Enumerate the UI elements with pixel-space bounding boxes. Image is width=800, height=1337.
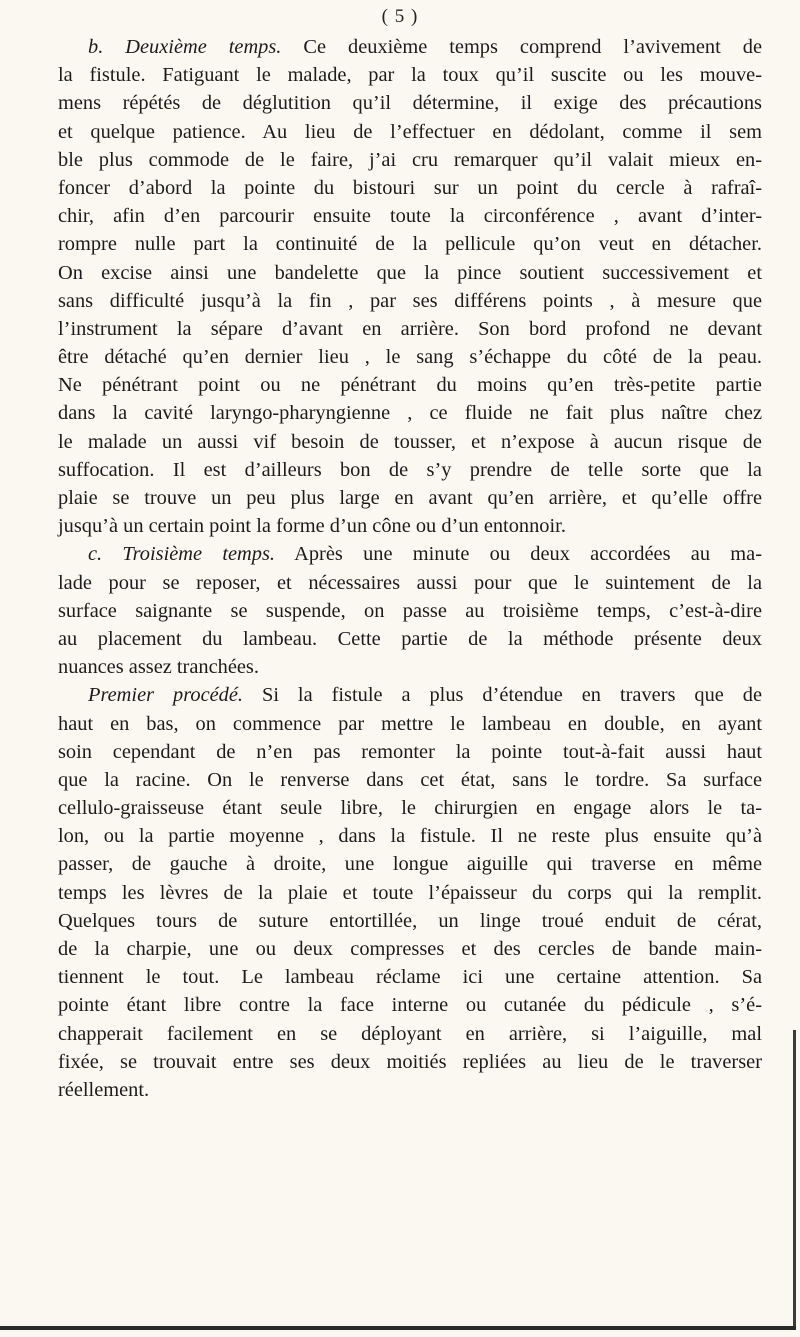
text-line (58, 259, 762, 287)
line-text: cellulo-graisseuse étant seule libre, le chirurgien en engage alors le ta- (58, 797, 762, 820)
line-text: plaie se trouve un peu plus large en avant qu’en arrière, et qu’elle offre (58, 487, 762, 509)
text-line (58, 1020, 762, 1048)
text-line (58, 710, 762, 738)
text-line (58, 371, 762, 399)
text-line (58, 315, 762, 343)
page-bottom-edge (0, 1326, 796, 1330)
line-text: chapperait facilement en se déployant en arrière, si l’aiguille, mal (58, 1022, 762, 1045)
paragraph (58, 33, 762, 540)
line-text: passer, de gauche à droite, une longue aiguille qui traverse en même (58, 853, 762, 876)
line-text: sans difficulté jusqu’à la fin , par ses différens points , à mesure que (58, 289, 762, 312)
line-text: Ne pénétrant point ou ne pénétrant du moins qu’en très-petite partie (58, 374, 762, 397)
text-line (58, 879, 762, 907)
line-text: On excise ainsi une bandelette que la pince soutient successivement et (58, 261, 762, 284)
line-text: Si la fistule a plus d’étendue en travers que de (243, 684, 762, 707)
page-edge-shadow (793, 1030, 796, 1330)
text-line (58, 174, 762, 202)
line-text: au placement du lambeau. Cette partie de la méthode présente deux (58, 627, 762, 650)
line-text: chir, afin d’en parcourir ensuite toute la circonférence , avant d’inter- (58, 205, 762, 228)
text-line (58, 1048, 762, 1076)
line-text: la fistule. Fatiguant le malade, par la toux qu’il suscite ou les mouve- (58, 64, 762, 87)
section-heading: b. Deuxième temps. (88, 36, 282, 58)
text-line (58, 597, 762, 625)
line-text: l’instrument la sépare d’avant en arrière. Son bord profond ne devant (58, 317, 762, 340)
paragraph (58, 540, 762, 681)
text-line (58, 456, 762, 484)
line-text: fixée, se trouvait entre ses deux moitiés repliées au lieu de le traverser (58, 1050, 762, 1073)
body-text (58, 33, 762, 1104)
paragraph-first-line (58, 681, 762, 709)
text-line (58, 653, 762, 681)
line-text: jusqu’à un certain point la forme d’un cône ou d’un entonnoir. (58, 515, 566, 538)
text-line (58, 428, 762, 456)
line-text: ble plus commode de le faire, j’ai cru remarquer qu’il valait mieux en- (58, 148, 762, 171)
line-text: nuances assez tranchées. (58, 656, 259, 679)
line-text: haut en bas, on commence par mettre le lambeau en double, en ayant (58, 712, 762, 735)
page-number: ( 5 ) (381, 6, 419, 27)
text-line (58, 991, 762, 1019)
text-line (58, 766, 762, 794)
line-text: Quelques tours de suture entortillée, un linge troué enduit de cérat, (58, 909, 762, 932)
text-line (58, 202, 762, 230)
text-line (58, 89, 762, 117)
text-line (58, 850, 762, 878)
paragraph-first-line (58, 33, 762, 61)
text-line (58, 738, 762, 766)
line-text: rompre nulle part la continuité de la pellicule qu’on veut en détacher. (58, 233, 762, 256)
line-text: et quelque patience. Au lieu de l’effectuer en dédolant, comme il sem (58, 120, 762, 143)
text-line (58, 146, 762, 174)
text-line (58, 907, 762, 935)
line-text: lon, ou la partie moyenne , dans la fistule. Il ne reste plus ensuite qu’à (58, 825, 762, 848)
text-line (58, 343, 762, 371)
line-text: temps les lèvres de la plaie et toute l’épaisseur du corps qui la remplit. (58, 881, 762, 904)
line-text: pointe étant libre contre la face interne ou cutanée du pédicule , s’é- (58, 994, 762, 1017)
section-heading: Premier procédé. (88, 684, 244, 707)
text-line (58, 963, 762, 991)
text-line (58, 822, 762, 850)
text-line (58, 512, 762, 540)
line-text: lade pour se reposer, et nécessaires aussi pour que le suintement de la (58, 571, 762, 594)
line-text: suffocation. Il est d’ailleurs bon de s’y prendre de telle sorte que la (58, 458, 762, 481)
paragraph-first-line (58, 540, 762, 568)
line-text: tiennent le tout. Le lambeau réclame ici une certaine attention. Sa (58, 966, 762, 989)
text-line (58, 1076, 762, 1104)
section-heading: c. Troisième temps. (88, 543, 275, 566)
line-text: mens répétés de déglutition qu’il détermine, il exige des précautions (58, 92, 762, 115)
line-text: Après une minute ou deux accordées au ma- (275, 543, 762, 566)
text-line (58, 230, 762, 258)
line-text: réellement. (58, 1078, 150, 1101)
line-text: soin cependant de n’en pas remonter la pointe tout-à-fait aussi haut (58, 740, 762, 763)
text-line (58, 61, 762, 89)
text-line (58, 794, 762, 822)
line-text: foncer d’abord la pointe du bistouri sur un point du cercle à rafraî- (58, 176, 762, 199)
text-line (58, 399, 762, 427)
text-line (58, 935, 762, 963)
paragraph (58, 681, 762, 1104)
line-text: être détaché qu’en dernier lieu , le sang s’échappe du côté de la peau. (58, 346, 762, 369)
line-text: de la charpie, une ou deux compresses et des cercles de bande main- (58, 938, 762, 960)
line-text: surface saignante se suspende, on passe au troisième temps, c’est-à-dire (58, 599, 762, 622)
text-line (58, 625, 762, 653)
text-line (58, 118, 762, 146)
text-line (58, 569, 762, 597)
line-text: dans la cavité laryngo-pharyngienne , ce fluide ne fait plus naître chez (58, 402, 762, 425)
line-text: Ce deuxième temps comprend l’avivement de (281, 36, 763, 58)
text-line (58, 287, 762, 315)
line-text: le malade un aussi vif besoin de tousser, et n’expose à aucun risque de (58, 430, 762, 453)
text-line (58, 484, 762, 512)
line-text: que la racine. On le renverse dans cet état, sans le tordre. Sa surface (58, 768, 762, 791)
